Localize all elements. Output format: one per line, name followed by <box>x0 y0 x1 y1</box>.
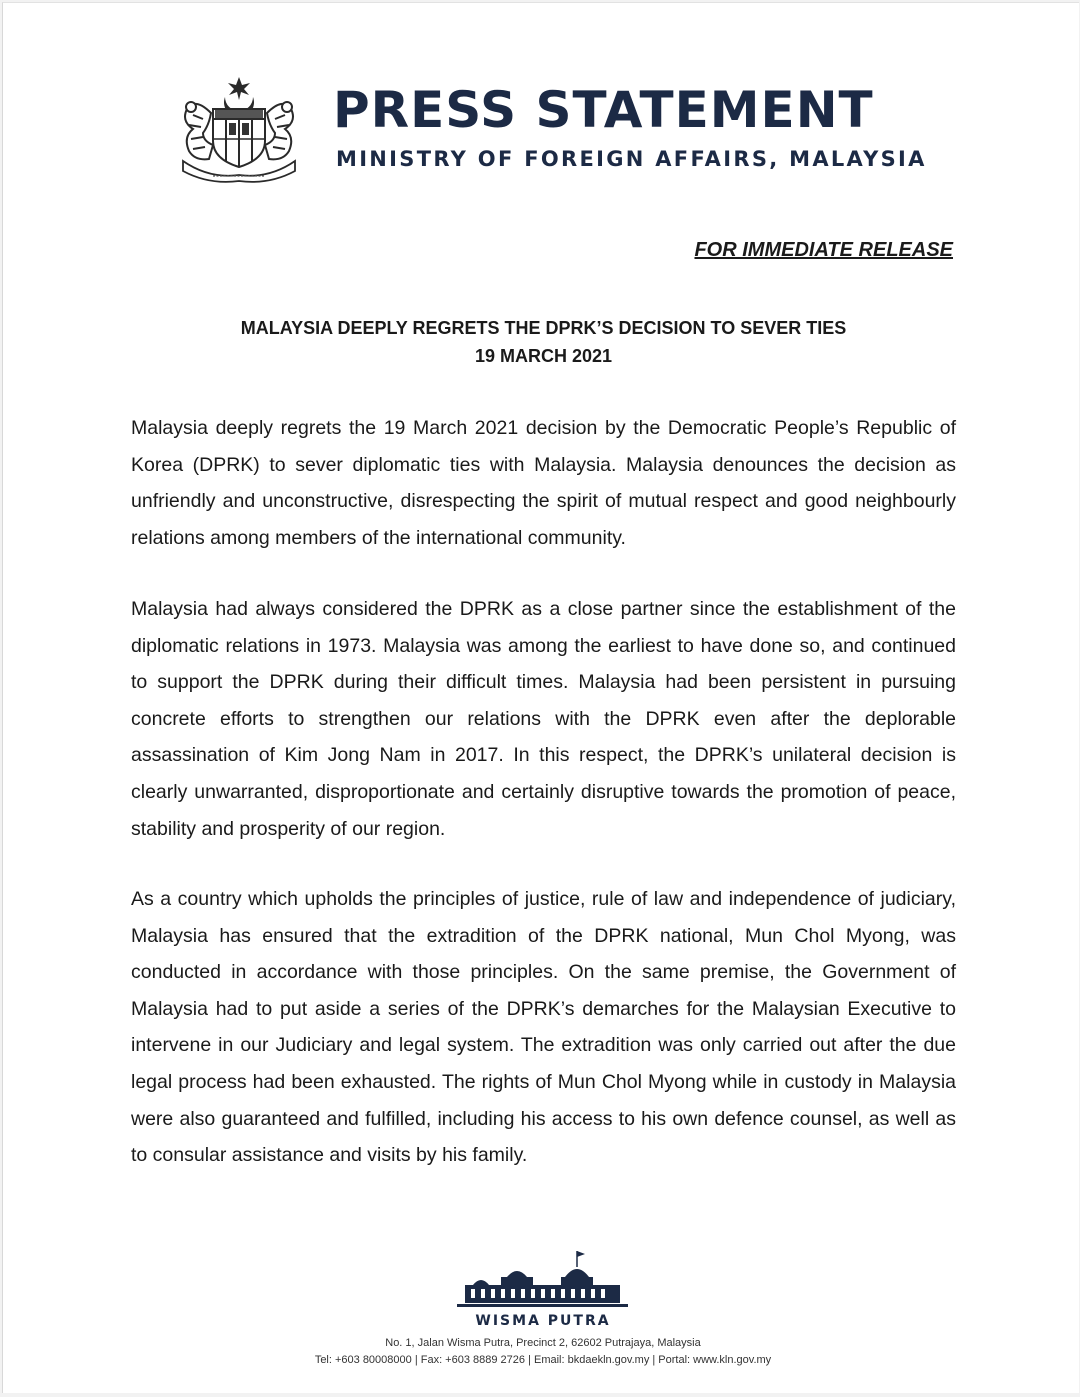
body-paragraph-1: Malaysia deeply regrets the 19 March 2021 decision by the Democratic People’s Republic of Korea (DPRK) to sever diplomatic ties with Malaysia. Malaysia denounces the decision as unfriendly and unconstructive, disrespecting the spirit of mutual respect and good neighbourly relations among members of the international community. <box>131 417 956 549</box>
footer-address: No. 1, Jalan Wisma Putra, Precinct 2, 62602 Putrajaya, Malaysia <box>385 1337 701 1349</box>
ministry-subtitle: MINISTRY OF FOREIGN AFFAIRS, MALAYSIA <box>336 147 927 171</box>
body-paragraph-2: Malaysia had always considered the DPRK as a close partner since the establishment of the diplomatic relations in 1973. Malaysia was among the earliest to have done so, and continued to support the DPRK during their difficult times. Malaysia had been persistent in pursuing concrete efforts to strengthen our relations with the DPRK even after the deplorable assassination of Kim Jong Nam in 2017. In this respect, the DPRK’s unilateral decision is clearly unwarranted, disproportionate and certainly disruptive towards the promotion of peace, stability and prosperity of our region. <box>131 598 956 840</box>
malaysia-coat-of-arms-icon <box>173 75 305 183</box>
body-paragraph-3: As a country which upholds the principles of justice, rule of law and independence of judiciary, Malaysia has ensured that the extradition of the DPRK national, Mun Chol Myong, was conducted in accordance with those principles. On the same premise, the Government of Malaysia had to put aside a series of the DPRK’s demarches for the Malaysian Executive to intervene in our Judiciary and legal system. The extradition was only carried out after the due legal process had been exhausted. The rights of Mun Chol Myong while in custody in Malaysia were also guaranteed and fulfilled, including his access to his own defence counsel, as well as to consular assistance and visits by his family. <box>131 888 956 1167</box>
press-statement-page <box>2 2 1079 1393</box>
press-statement-title: PRESS STATEMENT <box>333 81 874 139</box>
release-label: FOR IMMEDIATE RELEASE <box>694 239 953 261</box>
footer-contact: Tel: +603 80008000 | Fax: +603 8889 2726 | Email: bkdaekln.gov.my | Portal: www.kln.gov.my <box>314 1354 772 1366</box>
statement-date: 19 MARCH 2021 <box>474 346 613 366</box>
wisma-putra-building-icon <box>455 1247 630 1311</box>
statement-headline: MALAYSIA DEEPLY REGRETS THE DPRK’S DECISION TO SEVER TIES <box>240 318 847 338</box>
footer-wisma-putra: WISMA PUTRA <box>475 1313 611 1329</box>
